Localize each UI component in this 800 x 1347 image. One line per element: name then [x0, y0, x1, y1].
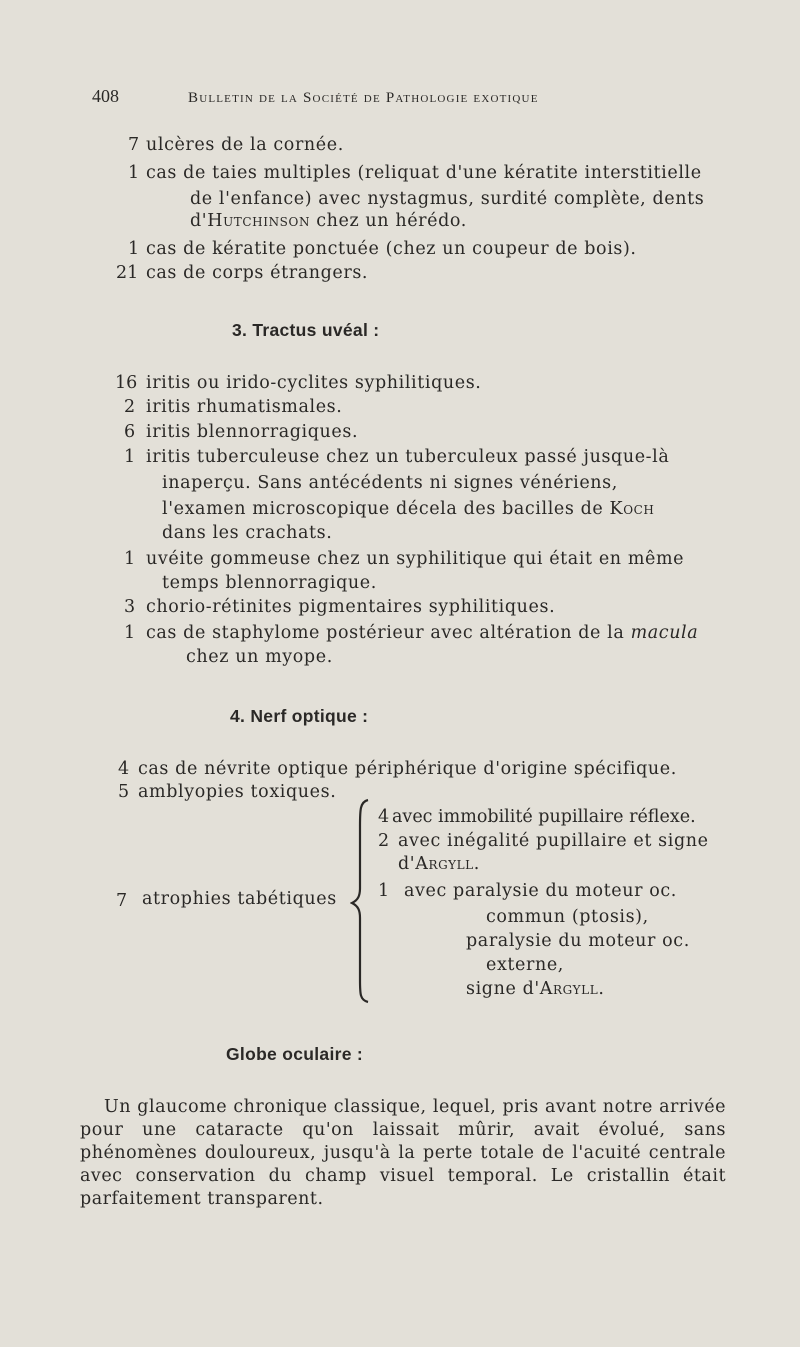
list-item-count: 1 — [124, 447, 136, 467]
list-item-text: l'examen microscopique décela des bacilles de Koch — [162, 499, 655, 519]
list-item-count: 5 — [118, 782, 130, 802]
list-item-count: 4 — [118, 759, 130, 779]
sub-item-count: 4 — [378, 807, 390, 827]
sub-item-count: 1 — [378, 881, 390, 901]
running-title: Bulletin de la Société de Pathologie exotique — [188, 90, 539, 106]
list-item-count: 1 — [124, 549, 136, 569]
list-item-count: 16 — [115, 373, 138, 393]
list-item-text: ulcères de la cornée. — [146, 135, 344, 155]
author-name: Koch — [609, 499, 655, 519]
list-item-count: 1 — [128, 239, 140, 259]
list-item-text: de l'enfance) avec nystagmus, surdité complète, dents — [190, 189, 705, 209]
list-item-text: chorio-rétinites pigmentaires syphilitiques. — [146, 597, 556, 617]
sub-item-text: externe, — [486, 955, 564, 975]
page-number: 408 — [92, 86, 119, 106]
list-item-count: 7 — [116, 891, 128, 911]
author-name: Argyll — [539, 979, 599, 999]
list-item-text: uvéite gommeuse chez un syphilitique qui était en même — [146, 549, 685, 569]
list-item-text: iritis rhumatismales. — [146, 397, 343, 417]
list-item-text: cas de névrite optique périphérique d'origine spécifique. — [138, 759, 677, 779]
sub-item-text: commun (ptosis), — [486, 907, 649, 927]
list-item-text: iritis ou irido-cyclites syphilitiques. — [146, 373, 482, 393]
curly-brace-icon — [350, 796, 374, 1006]
sub-item-text: avec paralysie du moteur oc. — [404, 881, 677, 901]
author-name: Argyll — [415, 854, 474, 874]
sub-item-text: avec immobilité pupillaire réflexe. — [392, 807, 696, 827]
sub-item-text: signe d'Argyll. — [466, 979, 605, 999]
sub-item-text: d'Argyll. — [398, 854, 480, 874]
list-item-text: dans les crachats. — [162, 523, 333, 543]
list-item-count: 2 — [124, 397, 136, 417]
list-item-count: 6 — [124, 422, 136, 442]
author-name: Hutchinson — [207, 211, 311, 231]
section-heading: 4. Nerf optique : — [230, 706, 369, 726]
sub-item-count: 2 — [378, 831, 390, 851]
list-item-text: chez un myope. — [186, 647, 333, 667]
paragraph: Un glaucome chronique classique, lequel, pris avant notre arrivée pour une cataracte qu'on laissait mûrir, avait évolué, sans phénomènes douloureux, jusqu'à la perte totale de l'acuité centrale avec conservation du champ visuel temporal. Le cristallin était parfaitement transparent. — [80, 1097, 726, 1209]
list-item-count: 1 — [128, 163, 140, 183]
list-item-count: 3 — [124, 597, 136, 617]
list-item-text: iritis tuberculeuse chez un tuberculeux passé jusque-là — [146, 447, 670, 467]
list-item-text: d'Hutchinson chez un hérédo. — [190, 211, 467, 231]
list-item-count: 21 — [116, 263, 139, 283]
sub-item-text: avec inégalité pupillaire et signe — [398, 831, 709, 851]
list-item-text: cas de kératite ponctuée (chez un coupeur de bois). — [146, 239, 637, 259]
list-item-text: iritis blennorragiques. — [146, 422, 359, 442]
list-item-text: amblyopies toxiques. — [138, 782, 337, 802]
section-heading: 3. Tractus uvéal : — [232, 320, 380, 340]
list-item-text: temps blennorragique. — [162, 573, 377, 593]
list-item-count: 1 — [124, 623, 136, 643]
sub-item-text: paralysie du moteur oc. — [466, 931, 690, 951]
section-heading: Globe oculaire : — [226, 1044, 364, 1064]
group-label: atrophies tabétiques — [142, 889, 337, 909]
list-item-text: cas de corps étrangers. — [146, 263, 369, 283]
list-item-text: cas de taies multiples (reliquat d'une kératite interstitielle — [146, 163, 702, 183]
list-item-count: 7 — [128, 135, 140, 155]
list-item-text: inaperçu. Sans antécédents ni signes vénériens, — [162, 473, 618, 493]
list-item-text: cas de staphylome postérieur avec altération de la macula — [146, 623, 699, 643]
